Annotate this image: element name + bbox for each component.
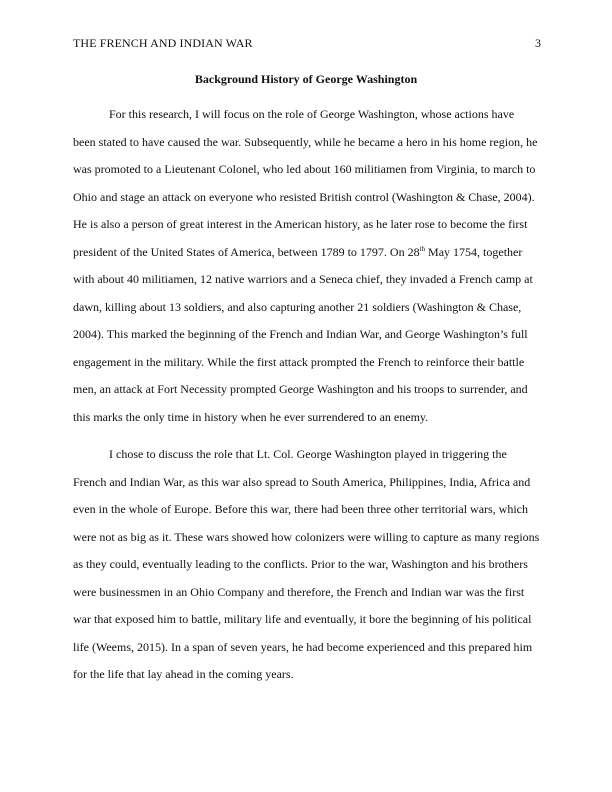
paragraph-line: for the life that lay ahead in the coming years.: [73, 667, 294, 681]
paragraph-line: dawn, killing about 13 soldiers, and also capturing another 21 soldiers (Washington & Chase,: [73, 299, 522, 314]
paragraph-line: war that exposed him to battle, military life and eventually, it bore the beginning of his political: [73, 612, 532, 626]
paragraph-line-with-superscript: [73, 245, 543, 273]
paragraph-line: life (Weems, 2015). In a span of seven years, he had become experienced and this prepared him: [73, 639, 533, 654]
paragraph-line: 2004). This marked the beginning of the French and Indian War, and George Washington’s full: [73, 327, 528, 341]
section-title: Background History of George Washington: [194, 72, 418, 86]
paragraph-line: French and Indian War, as this war also spread to South America, Philippines, India, Africa and: [73, 474, 531, 489]
paragraph-line: were not as big as it. These wars showed how colonizers were willing to capture as many regions: [73, 529, 540, 544]
page-number: 3: [535, 36, 541, 50]
paragraph-line: with about 40 militiamen, 12 native warriors and a Seneca chief, they invaded a French camp at: [73, 272, 533, 286]
paragraph-line: Ohio and stage an attack on everyone who resisted British control (Washington & Chase, 2004).: [73, 189, 535, 204]
paragraph-line: this marks the only time in history when he ever surrendered to an enemy.: [73, 409, 429, 424]
paragraph-line: For this research, I will focus on the role of George Washington, whose actions have: [109, 107, 515, 121]
paragraph-line: even in the whole of Europe. Before this war, there had been three other territorial wars, which: [73, 502, 529, 516]
line-text: president of the United States of America, between 1789 to 1797. On 28: [73, 244, 420, 259]
paragraph-2: [73, 447, 543, 695]
paragraph-1: [73, 107, 543, 437]
line-text: May 1754, together: [425, 244, 523, 259]
paragraph-line: He is also a person of great interest in the American history, as he later rose to become the first: [73, 217, 528, 231]
paragraph-line: been stated to have caused the war. Subsequently, while he became a hero in his home region, he: [73, 134, 538, 149]
paragraph-line: were businessmen in an Ohio Company and therefore, the French and Indian war was the first: [73, 584, 525, 599]
paragraph-line: I chose to discuss the role that Lt. Col. George Washington played in triggering the: [109, 447, 507, 461]
paragraph-line: as they could, eventually leading to the conflicts. Prior to the war, Washington and his brothers: [73, 557, 528, 571]
paragraph-line: men, an attack at Fort Necessity prompted George Washington and his troops to surrender, and: [73, 382, 528, 396]
paragraph-line: engagement in the military. While the first attack prompted the French to reinforce their battle: [73, 354, 525, 369]
running-head: THE FRENCH AND INDIAN WAR: [73, 36, 253, 50]
ordinal-superscript: th: [419, 244, 426, 253]
paragraph-line: was promoted to a Lieutenant Colonel, who led about 160 militiamen from Virginia, to march to: [73, 162, 536, 176]
